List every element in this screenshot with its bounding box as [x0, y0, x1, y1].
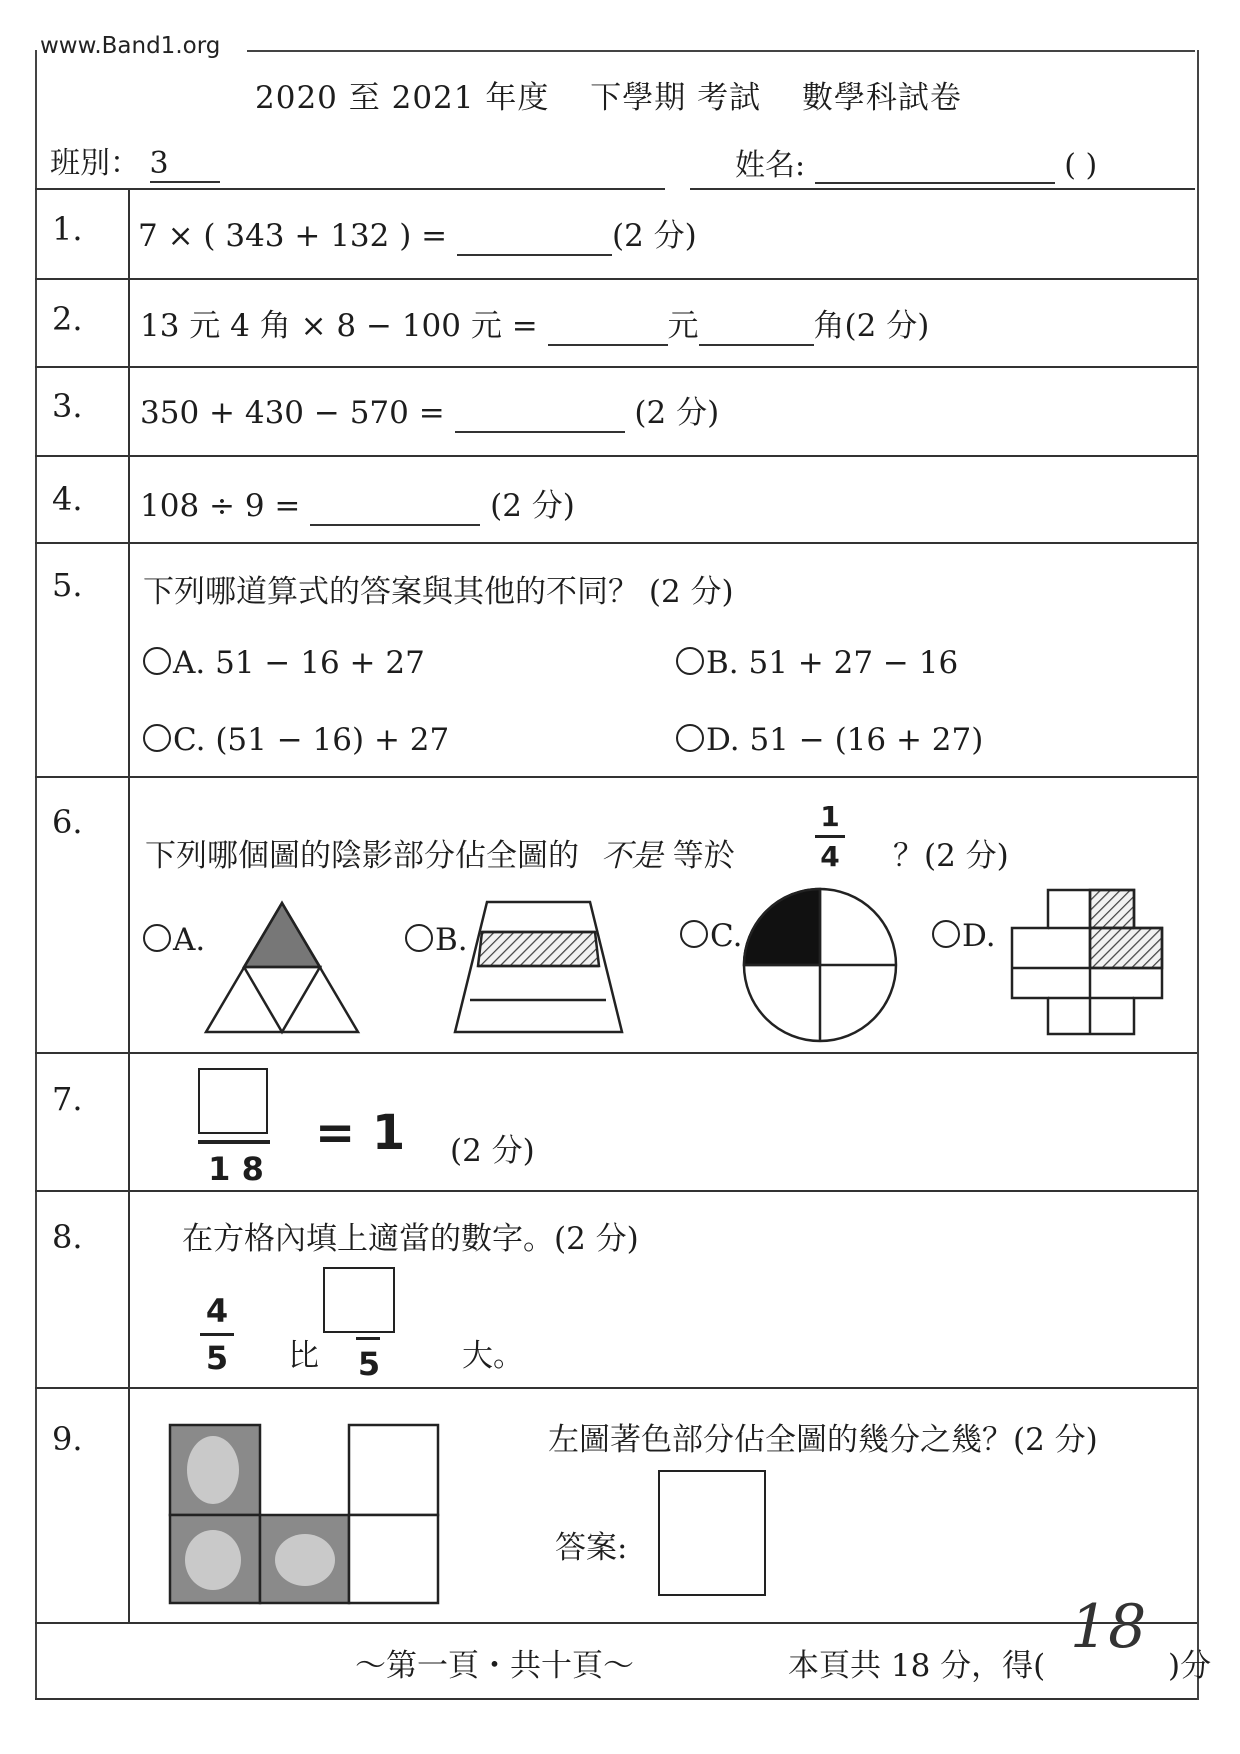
q8-ending: 大。 — [462, 1338, 524, 1374]
fraction-bar — [356, 1337, 380, 1340]
q8-fraction-denominator: 5 — [205, 1339, 229, 1377]
q8-fraction-numerator: 4 — [205, 1292, 229, 1330]
q6-number: 6. — [52, 803, 83, 841]
class-number-paren: ( ) — [1064, 148, 1098, 183]
q1-expression: 7 × ( 343 + 132 ) = — [138, 218, 448, 254]
exam-year: 2020 至 2021 年度 — [255, 80, 550, 116]
q6-fraction-denominator: 4 — [820, 840, 840, 873]
q8-compare-word: 比 — [288, 1338, 319, 1374]
q5-option-c[interactable]: C. (51 − 16) + 27 — [143, 722, 449, 758]
q3-score: (2 分) — [634, 395, 720, 431]
handwritten-score[interactable]: 18 — [1070, 1592, 1147, 1662]
q2-number: 2. — [52, 300, 83, 338]
q9-grid-figure — [165, 1420, 445, 1606]
q5-option-d[interactable]: D. 51 − (16 + 27) — [676, 722, 983, 758]
q7-score: (2 分) — [450, 1133, 535, 1169]
q7-numerator-box[interactable] — [198, 1068, 268, 1134]
name-label: 姓名: — [735, 148, 806, 183]
q6-option-d[interactable]: D. — [932, 918, 996, 954]
q8-number: 8. — [52, 1218, 83, 1256]
score-close: )分 — [1168, 1648, 1212, 1684]
q6-option-c[interactable]: C. — [680, 918, 742, 954]
exam-subject: 數學科試卷 — [801, 80, 962, 116]
fraction-bar — [198, 1140, 270, 1144]
q9-number: 9. — [52, 1420, 83, 1458]
q1-number: 1. — [52, 210, 83, 248]
trapezoid-figure — [455, 902, 622, 1032]
q7-equals-one: = 1 — [315, 1105, 406, 1161]
q7-number: 7. — [52, 1080, 83, 1118]
page-indicator: ～第一頁・共十頁～ — [355, 1648, 634, 1684]
q6-prompt-equal: 等於 — [672, 838, 735, 874]
q4-expression: 108 ÷ 9 = — [140, 488, 301, 524]
q2-score: (2 分) — [844, 308, 930, 344]
triangle-figure — [206, 903, 358, 1032]
q5-number: 5. — [52, 566, 83, 604]
q6-prompt-text: 下列哪個圖的陰影部分佔全圖的 — [145, 838, 579, 874]
q2-unit-yuan: 元 — [667, 308, 699, 344]
q4-number: 4. — [52, 480, 83, 518]
q6-option-b[interactable]: B. — [405, 922, 468, 958]
q4-score: (2 分) — [490, 488, 575, 524]
shaded-triangle — [244, 903, 320, 967]
q3-expression: 350 + 430 − 570 = — [140, 395, 445, 431]
q3-number: 3. — [52, 387, 83, 425]
exam-term: 下學期 考試 — [590, 80, 762, 116]
q8-fraction-left — [200, 1292, 234, 1377]
fraction-bar — [200, 1333, 234, 1336]
q5-option-a[interactable]: A. 51 − 16 + 27 — [143, 645, 425, 681]
class-label: 班別： — [50, 146, 140, 181]
q9-answer-label: 答案: — [555, 1530, 628, 1566]
hatched-band — [478, 932, 599, 966]
circle-figure — [744, 889, 896, 1041]
q7-denominator: 1 8 — [208, 1150, 264, 1188]
q9-prompt: 左圖著色部分佔全圖的幾分之幾？(2 分) — [548, 1422, 1098, 1458]
q6-score: ？(2 分) — [893, 838, 1009, 874]
cross-figure — [1012, 890, 1162, 1034]
q1-score: (2 分) — [612, 218, 697, 254]
q9-answer-box[interactable] — [658, 1470, 766, 1596]
q6-emphasis: 不是 — [600, 838, 663, 874]
q5-prompt: 下列哪道算式的答案與其他的不同？ (2 分) — [143, 574, 734, 610]
q2-unit-jiao: 角 — [813, 308, 845, 344]
q8-numerator-box[interactable] — [323, 1267, 395, 1333]
q6-option-a[interactable]: A. — [143, 922, 205, 958]
q8-prompt: 在方格內填上適當的數字。(2 分) — [182, 1221, 639, 1257]
class-value[interactable]: 3 — [150, 146, 220, 183]
q8-right-denominator: 5 — [357, 1345, 381, 1383]
q6-fraction-numerator: 1 — [820, 800, 840, 833]
page-total-label: 本頁共 18 分，得( — [788, 1648, 1046, 1684]
website-label: www.Band1.org — [40, 33, 221, 59]
q2-expression: 13 元 4 角 × 8 − 100 元 = — [140, 308, 538, 344]
q5-option-b[interactable]: B. 51 + 27 − 16 — [676, 645, 958, 681]
